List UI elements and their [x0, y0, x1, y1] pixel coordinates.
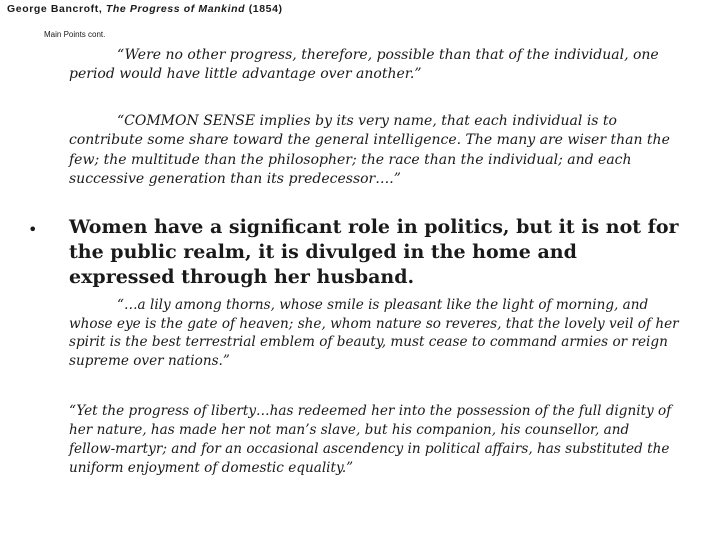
slide-title	[7, 3, 283, 15]
bullet-marker: •	[28, 220, 38, 239]
quote-lily: “…a lily among thorns, whose smile is pleasant like the light of morning, and whose eye is the gate of heaven; she, whom nature so reveres, that the lovely veil of her spirit is the best terrestrial emblem of beauty, must cease to command armies or reign supreme over nations.”	[69, 297, 679, 369]
quote-liberty: “Yet the progress of liberty…has redeemed her into the possession of the full dignity of her nature, has made her not man’s slave, but his companion, his counsellor, and fellow-martyr; and for an occasional ascendency in political affairs, has substituted the uniform enjoyment of domestic equality.”	[69, 403, 672, 476]
quote-progress: “Were no other progress, therefore, possible than that of the individual, one period would have little advantage over another.”	[69, 47, 659, 83]
publication-year: (1854)	[248, 3, 283, 15]
book-title: The Progress of Mankind	[105, 3, 246, 15]
section-subheader: Main Points cont.	[44, 30, 106, 39]
author-name: George Bancroft,	[7, 3, 103, 15]
bullet-point-women-role: Women have a significant role in politics, but it is not for the public realm, it is divulged in the home and expressed through her husband.	[69, 216, 679, 288]
quote-common-sense: “COMMON SENSE implies by its very name, that each individual is to contribute some share toward the general intelligence. The many are wiser than the few; the multitude than the philosopher; the race than the individual; and each successive generation than its predecessor….”	[69, 113, 670, 188]
